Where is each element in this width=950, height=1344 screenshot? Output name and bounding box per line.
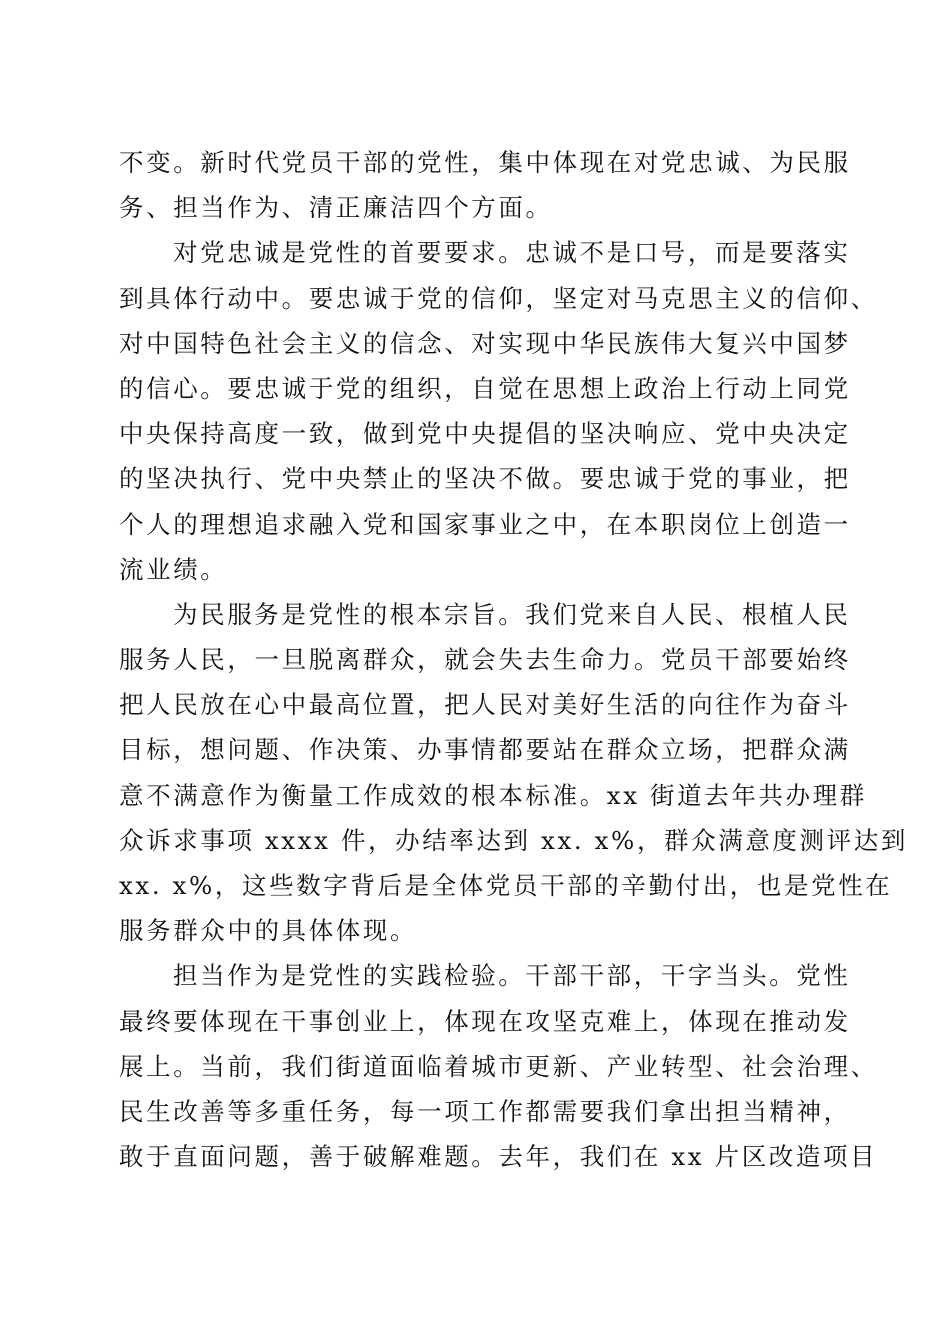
text-line: 不变。新时代党员干部的党性，集中体现在对党忠诚、为民服 [119, 148, 851, 177]
text-line: 到具体行动中。要忠诚于党的信仰，坚定对马克思主义的信仰、 [119, 283, 878, 313]
text-line: 展上。当前，我们街道面临着城市更新、产业转型、社会治理、 [119, 1051, 878, 1081]
paragraph-first-line: 为民服务是党性的根本宗旨。我们党来自人民、根植人民 [173, 599, 851, 629]
text-line: 个人的理想追求融入党和国家事业之中，在本职岗位上创造一 [119, 509, 851, 539]
text-line: 民生改善等多重任务，每一项工作都需要我们拿出担当精神， [119, 1096, 851, 1126]
text-line: 服务人民，一旦脱离群众，就会失去生命力。党员干部要始终 [119, 645, 851, 675]
text-line: 敢于直面问题，善于破解难题。去年，我们在 xx 片区改造项目 [119, 1142, 878, 1172]
paragraph-first-line: 担当作为是党性的实践检验。干部干部，干字当头。党性 [173, 961, 851, 991]
document-body [119, 140, 908, 1179]
text-line: 最终要体现在干事创业上，体现在攻坚克难上，体现在推动发 [119, 1006, 851, 1036]
text-line: 意不满意作为衡量工作成效的根本标准。xx 街道去年共办理群 [119, 780, 867, 810]
text-line: 的信心。要忠诚于党的组织，自觉在思想上政治上行动上同党 [119, 373, 851, 403]
text-line: xx. x%，这些数字背后是全体党员干部的辛勤付出，也是党性在 [119, 871, 893, 900]
paragraph-first-line: 对党忠诚是党性的首要要求。忠诚不是口号，而是要落实 [173, 238, 851, 268]
text-line: 中央保持高度一致，做到党中央提倡的坚决响应、党中央决定 [119, 419, 851, 449]
text-line: 流业绩。 [119, 554, 228, 584]
text-line: 目标，想问题、作决策、办事情都要站在群众立场，把群众满 [119, 735, 851, 765]
text-line: 对中国特色社会主义的信念、对实现中华民族伟大复兴中国梦 [119, 328, 851, 358]
text-line: 服务群众中的具体体现。 [119, 916, 418, 946]
text-line: 的坚决执行、党中央禁止的坚决不做。要忠诚于党的事业，把 [119, 464, 851, 494]
text-line: 把人民放在心中最高位置，把人民对美好生活的向往作为奋斗 [119, 690, 851, 720]
text-line: 务、担当作为、清正廉洁四个方面。 [119, 193, 553, 223]
text-line: 众诉求事项 xxxx 件，办结率达到 xx. x%，群众满意度测评达到 [119, 825, 908, 855]
